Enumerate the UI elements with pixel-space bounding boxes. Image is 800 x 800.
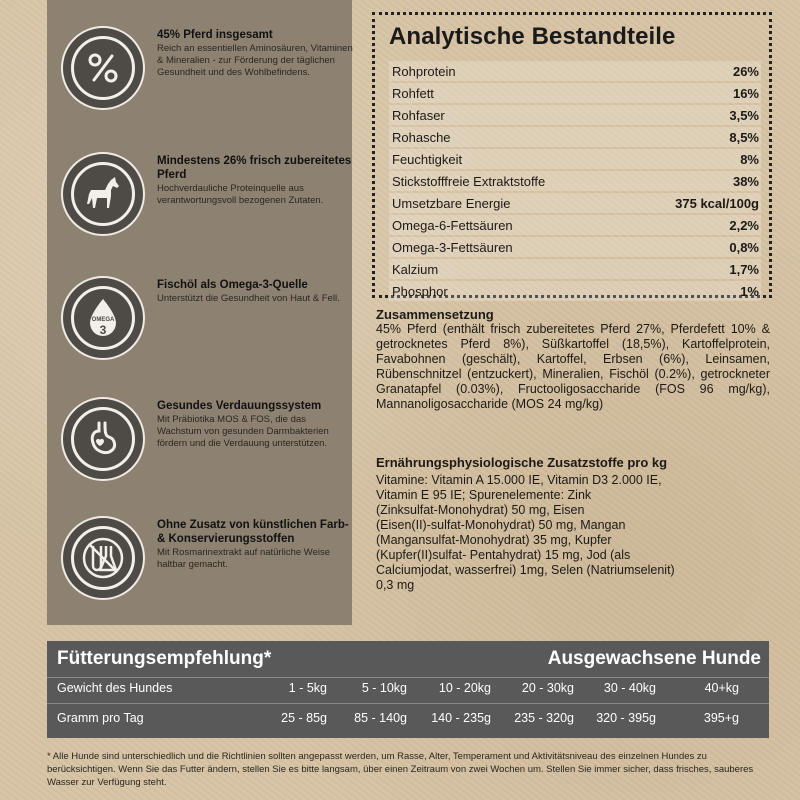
additives-title: Ernährungsphysiologische Zusatzstoffe pro kg [376,455,668,470]
composition-section [376,307,770,412]
analysis-row [389,237,761,257]
benefit-text: Mit Rosmarinextrakt auf natürliche Weise haltbar gemacht. [157,547,330,570]
row-value: 8% [740,151,759,167]
amount-cell: 85 - 140g [354,711,407,725]
benefit-title: Mindestens 26% frisch zubereitetes Pferd [157,155,352,181]
analysis-row [389,127,761,147]
row-value: 1,7% [729,261,759,277]
row-label: Rohprotein [392,63,456,79]
additives-line: (Kupfer(II)sulfat- Pentahydrat) 15 mg, Jod (als [376,548,631,562]
analysis-row [389,61,761,81]
row-label: Kalzium [392,261,439,277]
row-label: Umsetzbare Energie [392,195,511,211]
benefit-text: Unterstützt die Gesundheit von Haut & Fell. [157,293,340,304]
omega-label: OMEGA [91,317,115,323]
row-label: Rohfett [392,85,434,101]
feeding-table [47,641,769,738]
benefit-title: Fischöl als Omega-3-Quelle [157,279,308,291]
amount-cell: 235 - 320g [514,711,574,725]
amount-label: Gramm pro Tag [57,711,144,725]
stomach-heart-icon [61,397,145,481]
row-value: 8,5% [729,129,759,145]
benefit-title: 45% Pferd insgesamt [157,29,273,41]
weight-label: Gewicht des Hundes [57,681,173,695]
composition-text: 45% Pferd (enthält frisch zubereitetes Pferd 27%, Pferdefett 10% & getrocknetes Pferd 8%), Süßkartoffel (18,5%), Kartoffelprotein, Favabohnen (geschält), Kartoffel, Erbsen (6%), Leinsamen, Rübenschnitzel (entzuckert), Mineralien, Fischöl (0.2%), getrockneter Granatapfel (0.03%), Fructooligosaccharide (FOS 96 mg/kg), Mannanoligosaccharide (MOS 24 mg/kg) [376,322,770,411]
row-value: 1% [740,283,759,299]
weight-cell: 20 - 30kg [521,681,574,695]
percent-icon [61,26,145,110]
amount-cell: 140 - 235g [431,711,491,725]
additives-line: (Mangansulfat-Monohydrat) 35 mg, Kupfer [376,533,612,547]
benefit-text: Reich an essentiellen Aminosäuren, Vitaminen & Mineralien - zur Förderung der täglichen Gesundheit und des Wohlbefindens. [157,43,353,78]
weight-cell: 30 - 40kg [603,681,656,695]
analysis-rows [389,61,761,303]
analysis-row [389,83,761,103]
row-value: 26% [732,63,759,79]
additives-section [376,455,770,593]
row-label: Phosphor [392,283,448,299]
additives-line: (Zinksulfat-Monohydrat) 50 mg, Eisen [376,503,585,517]
row-value: 0,8% [729,239,759,255]
additives-text [376,473,770,593]
additives-line: 0,3 mg [376,578,415,592]
row-label: Omega-3-Fettsäuren [392,239,513,255]
benefit-title: Gesundes Verdauungssystem [157,400,322,412]
feeding-subtitle: Ausgewachsene Hunde [547,648,761,669]
composition-title: Zusammensetzung [376,307,494,322]
divider [47,677,769,678]
amount-cell: 395+g [703,711,739,725]
analysis-row [389,215,761,235]
row-label: Rohasche [392,129,451,145]
row-label: Rohfaser [392,107,445,123]
analysis-row [389,149,761,169]
weight-cell: 5 - 10kg [361,681,407,695]
analysis-title: Analytische Bestandteile [389,23,676,50]
analysis-row [389,105,761,125]
row-label: Stickstofffreie Extraktstoffe [392,173,546,189]
benefit-title: Ohne Zusatz von künstlichen Farb-& Konservierungsstoffen [157,519,349,545]
additives-line: Vitamin E 95 IE; Spurenelemente: Zink [376,488,592,502]
omega-number: 3 [99,323,107,337]
feeding-header [57,648,761,674]
additives-line: Vitamine: Vitamin A 15.000 IE, Vitamin D3 2.000 IE, [376,473,662,487]
amount-cell: 320 - 395g [596,711,656,725]
additives-line: (Eisen(II)-sulfat-Monohydrat) 50 mg, Mangan [376,518,626,532]
analysis-row [389,171,761,191]
amount-row [57,711,761,729]
benefits-panel [47,0,352,625]
weight-row [57,681,761,699]
weight-cell: 1 - 5kg [288,681,327,695]
benefit-text: Mit Präbiotika MOS & FOS, die das Wachstum von gesunden Darmbakterien fördern und die Verdauung unterstützen. [157,414,329,449]
no-additives-flask-icon [61,516,145,600]
amount-cell: 25 - 85g [281,711,327,725]
omega-3-drop-icon [61,276,145,360]
divider [47,703,769,704]
row-value: 2,2% [729,217,759,233]
additives-line: Calciumjodat, wasserfrei) 1mg, Selen (Natriumselenit) [376,563,675,577]
analysis-row [389,281,761,301]
row-value: 16% [732,85,759,101]
horse-icon [61,152,145,236]
row-label: Omega-6-Fettsäuren [392,217,513,233]
analysis-row [389,193,761,213]
row-value: 3,5% [729,107,759,123]
analysis-box [372,12,772,298]
feeding-title: Fütterungsempfehlung* [57,648,272,669]
row-label: Feuchtigkeit [392,151,463,167]
row-value: 38% [732,173,759,189]
weight-cell: 10 - 20kg [438,681,491,695]
row-value: 375 kcal/100g [675,195,759,211]
benefit-text: Hochverdauliche Proteinquelle aus verantwortungsvoll bezogenen Zutaten. [157,183,324,206]
analysis-row [389,259,761,279]
weight-cell: 40+kg [704,681,739,695]
footnote: * Alle Hunde sind unterschiedlich und die Richtlinien sollten angepasst werden, um Rasse, Alter, Temperament und Aktivitätsniveau des einzelnen Hundes zu berücksichtigen. Wenn Sie das Futter ändern, stellen Sie es bitte langsam, über einen Zeitraum von zwei Wochen um. Stellen Sie immer sicher, dass frisches, sauberes Wasser zur Verfügung steht. [47,751,754,788]
